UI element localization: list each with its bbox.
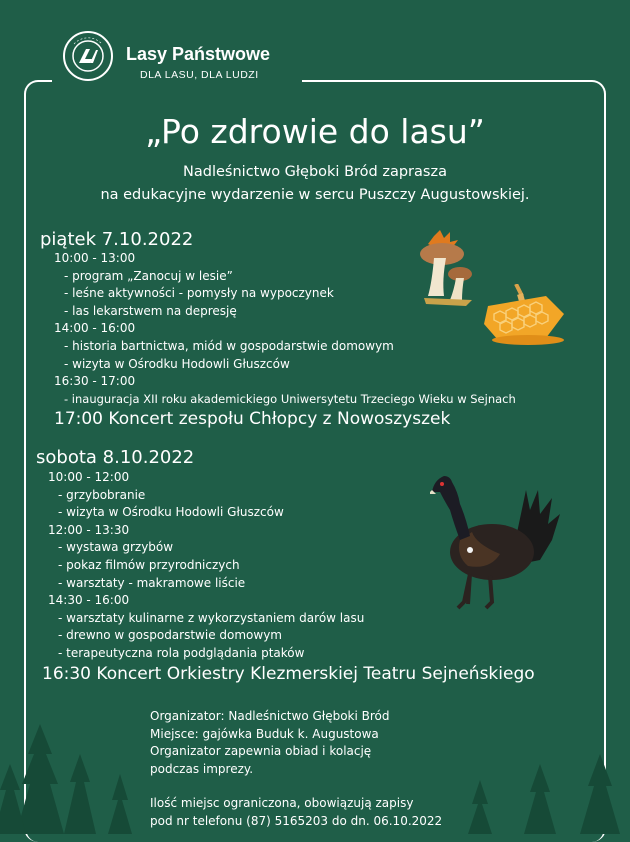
footer-organizer: Organizator: Nadleśnictwo Głęboki Bród (150, 709, 390, 723)
schedule-item: - warsztaty - makramowe liście (58, 575, 246, 590)
brand-tagline: DLA LASU, DLA LUDZI (140, 69, 259, 81)
saturday-heading: sobota 8.10.2022 (36, 447, 195, 468)
subtitle-line-2: na edukacyjne wydarzenie w sercu Puszczy Augustowskiej. (100, 187, 530, 203)
honeycomb-icon (484, 284, 568, 346)
schedule-item: - las lekarstwem na depresję (64, 303, 237, 318)
friday-concert: 17:00 Koncert zespołu Chłopcy z Nowoszyszek (54, 409, 451, 429)
schedule-time: 14:00 - 16:00 (54, 321, 136, 336)
schedule-item: - pokaz filmów przyrodniczych (58, 557, 240, 572)
schedule-item: - wystawa grzybów (58, 540, 174, 555)
friday-heading: piątek 7.10.2022 (40, 229, 194, 250)
schedule-item: - historia bartnictwa, miód w gospodarstwie domowym (64, 338, 394, 353)
schedule-time: 10:00 - 13:00 (54, 251, 136, 265)
schedule-item: - wizyta w Ośrodku Hodowli Głuszców (64, 356, 290, 371)
footer-meals-line-1: Organizator zapewnia obiad i kolację (150, 744, 372, 758)
page-title: „Po zdrowie do lasu” (145, 112, 485, 151)
capercaillie-icon (430, 470, 566, 614)
footer-meals-line-2: podczas imprezy. (150, 761, 254, 776)
spruce-trees-icon (0, 724, 630, 834)
schedule-time: 10:00 - 12:00 (48, 470, 130, 484)
footer-limit-line-2: pod nr telefonu (87) 5165203 do dn. 06.10.2022 (150, 813, 443, 828)
footer-place: Miejsce: gajówka Buduk k. Augustowa (150, 726, 379, 741)
schedule-item: - leśne aktywności - pomysły na wypoczynek (64, 286, 334, 301)
schedule-item: - terapeutyczna rola podglądania ptaków (58, 645, 305, 660)
lasy-panstwowe-logo-icon (62, 30, 114, 82)
schedule-time: 14:30 - 16:00 (48, 593, 130, 608)
subtitle-line-1: Nadleśnictwo Głęboki Bród zaprasza (183, 164, 447, 180)
schedule-item: - warsztaty kulinarne z wykorzystaniem darów lasu (58, 610, 365, 625)
schedule-time: 12:00 - 13:30 (48, 522, 130, 537)
brand-name: Lasy Państwowe (126, 44, 271, 64)
footer-limit-line-1: Ilość miejsc ograniczona, obowiązują zapisy (150, 796, 414, 810)
schedule-item: - wizyta w Ośrodku Hodowli Głuszców (58, 505, 284, 520)
subtitle (0, 161, 630, 207)
schedule-item: - grzybobranie (58, 487, 146, 502)
schedule-item: - program „Zanocuj w lesie” (64, 268, 233, 283)
schedule-item: - inauguracja XII roku akademickiego Uniwersytetu Trzeciego Wieku w Sejnach (64, 391, 516, 406)
schedule-time: 16:30 - 17:00 (54, 374, 136, 389)
mushroom-icon (414, 230, 474, 310)
saturday-concert: 16:30 Koncert Orkiestry Klezmerskiej Teatru Sejneńskiego (42, 664, 535, 684)
saturday-schedule (48, 469, 364, 663)
schedule-item: - drewno w gospodarstwie domowym (58, 628, 282, 643)
